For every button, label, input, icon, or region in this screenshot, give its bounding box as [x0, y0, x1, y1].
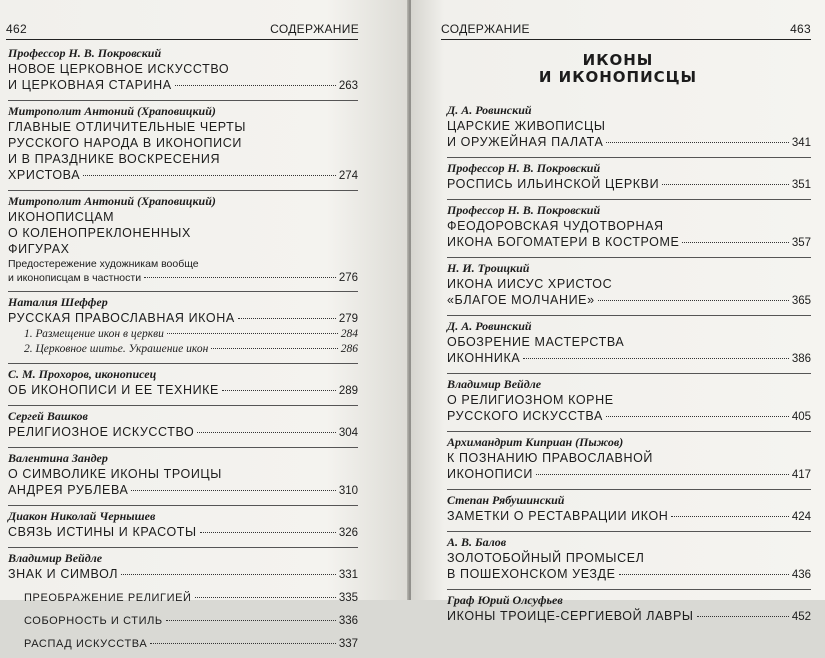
entry-title-line	[8, 524, 358, 541]
entry-page-number: 276	[338, 272, 358, 284]
entry-title-text: РАСПАД ИСКУССТВА	[24, 638, 148, 650]
entry-page-number: 357	[791, 237, 811, 249]
dot-leader	[606, 416, 789, 417]
entry-title-line	[8, 482, 358, 499]
toc-entry	[447, 161, 811, 193]
entry-author: Профессор Н. В. Покровский	[8, 46, 162, 60]
toc-entry	[8, 194, 358, 285]
dot-leader	[144, 277, 336, 278]
entry-author: А. В. Балов	[447, 535, 507, 549]
dot-leader	[238, 318, 336, 319]
dot-leader	[606, 142, 788, 143]
entry-page-number: 351	[791, 179, 811, 191]
entry-page-number: 274	[338, 170, 358, 182]
entry-title-text: ЗНАК И СИМВОЛ	[8, 567, 119, 581]
entry-title-line	[8, 566, 358, 583]
entry-separator	[8, 291, 358, 292]
entry-title-line	[447, 608, 811, 625]
entry-title-line	[8, 424, 358, 441]
entry-page-number: 365	[791, 295, 811, 307]
entry-title-text: ОБ ИКОНОПИСИ И ЕЕ ТЕХНИКЕ	[8, 383, 219, 397]
entry-title-line: К ПОЗНАНИЮ ПРАВОСЛАВНОЙ	[447, 451, 653, 465]
entry-title-line: ФИГУРАХ	[8, 242, 70, 256]
toc-entry	[447, 261, 811, 309]
entry-title-text: РУССКОГО ИСКУССТВА	[447, 409, 603, 423]
entry-page-number: 386	[791, 353, 811, 365]
entry-page-number: 289	[338, 385, 358, 397]
entry-author: Профессор Н. В. Покровский	[447, 161, 601, 175]
dot-leader	[121, 574, 336, 575]
entry-page-number: 452	[791, 611, 811, 623]
toc-entry	[447, 319, 811, 367]
entry-title-line: О СИМВОЛИКЕ ИКОНЫ ТРОИЦЫ	[8, 467, 222, 481]
dot-leader	[697, 616, 789, 617]
dot-leader	[83, 175, 336, 176]
dot-leader	[222, 390, 336, 391]
toc-entry	[447, 377, 811, 425]
dot-leader	[523, 358, 789, 359]
entry-title-line	[447, 234, 811, 251]
toc-entry	[447, 203, 811, 251]
toc-entry	[8, 367, 358, 399]
entry-title-line: ЦАРСКИЕ ЖИВОПИСЦЫ	[447, 119, 606, 133]
entry-page-number: 304	[338, 427, 358, 439]
right-header-rule	[441, 39, 811, 40]
right-page-number: 463	[790, 22, 811, 36]
entry-title-line: ГЛАВНЫЕ ОТЛИЧИТЕЛЬНЫЕ ЧЕРТЫ	[8, 120, 247, 134]
entry-title-text: РУССКАЯ ПРАВОСЛАВНАЯ ИКОНА	[8, 311, 235, 325]
dot-leader	[200, 532, 336, 533]
entry-title-line	[447, 134, 811, 151]
entry-separator	[8, 505, 358, 506]
entry-separator	[447, 431, 811, 432]
entry-subitem	[8, 327, 358, 342]
entry-title-line: ЗОЛОТОБОЙНЫЙ ПРОМЫСЕЛ	[447, 551, 645, 565]
entry-title-line	[447, 176, 811, 193]
right-running-head: СОДЕРЖАНИЕ	[441, 22, 530, 36]
entry-author: Д. А. Ровинский	[447, 103, 532, 117]
entry-author: Граф Юрий Олсуфьев	[447, 593, 563, 607]
right-toc	[447, 103, 811, 631]
entry-separator	[447, 157, 811, 158]
entry-title-line	[447, 466, 811, 483]
entry-title-text: 1. Размещение икон в церкви	[24, 328, 164, 340]
entry-page-number: 341	[791, 137, 811, 149]
dot-leader	[197, 432, 335, 433]
entry-title-text: ИКОНОПИСИ	[447, 467, 533, 481]
entry-page-number: 336	[338, 615, 358, 627]
entry-separator	[447, 489, 811, 490]
entry-separator	[447, 199, 811, 200]
entry-author: С. М. Прохоров, иконописец	[8, 367, 157, 381]
dot-leader	[195, 597, 336, 598]
entry-title-line: О КОЛЕНОПРЕКЛОНЕННЫХ	[8, 226, 191, 240]
entry-title-text: «БЛАГОЕ МОЛЧАНИЕ»	[447, 293, 595, 307]
entry-page-number: 279	[338, 313, 358, 325]
dot-leader	[131, 490, 335, 491]
entry-title-text: РЕЛИГИОЗНОЕ ИСКУССТВО	[8, 425, 195, 439]
entry-separator	[8, 547, 358, 548]
dot-leader	[166, 620, 336, 621]
entry-title-text: СОБОРНОСТЬ И СТИЛЬ	[24, 615, 163, 627]
entry-author: Валентина Зандер	[8, 451, 108, 465]
entry-page-number: 331	[338, 569, 358, 581]
entry-subitem	[8, 342, 358, 357]
entry-title-line: ФЕОДОРОВСКАЯ ЧУДОТВОРНАЯ	[447, 219, 664, 233]
dot-leader	[671, 516, 788, 517]
left-page	[0, 0, 409, 650]
toc-entry	[8, 295, 358, 357]
entry-page-number: 337	[338, 638, 358, 650]
dot-leader	[619, 574, 789, 575]
entry-page-number: 326	[338, 527, 358, 539]
entry-title-line	[8, 77, 358, 94]
entry-page-number: 286	[340, 343, 358, 355]
entry-author: Диакон Николай Чернышев	[8, 509, 156, 523]
entry-title-line: ИКОНА ИИСУС ХРИСТОС	[447, 277, 613, 291]
entry-title-text: ИКОНЫ ТРОИЦЕ-СЕРГИЕВОЙ ЛАВРЫ	[447, 609, 694, 623]
entry-title-line: И В ПРАЗДНИКЕ ВОСКРЕСЕНИЯ	[8, 152, 221, 166]
toc-entry	[447, 493, 811, 525]
right-page	[411, 0, 825, 623]
entry-separator	[447, 589, 811, 590]
entry-author: Н. И. Троицкий	[447, 261, 530, 275]
entry-title-line	[8, 382, 358, 399]
entry-title-line	[447, 408, 811, 425]
entry-separator	[8, 363, 358, 364]
left-page-number: 462	[6, 22, 27, 36]
toc-entry	[447, 593, 811, 625]
dot-leader	[175, 85, 336, 86]
entry-separator	[447, 257, 811, 258]
entry-separator	[8, 405, 358, 406]
entry-title-text: ИКОННИКА	[447, 351, 521, 365]
entry-separator	[8, 190, 358, 191]
entry-page-number: 284	[340, 328, 358, 340]
entry-title-text: СВЯЗЬ ИСТИНЫ И КРАСОТЫ	[8, 525, 197, 539]
section-title	[411, 52, 825, 86]
entry-title-text: ИКОНА БОГОМАТЕРИ В КОСТРОМЕ	[447, 235, 680, 249]
entry-author: Степан Рябушинский	[447, 493, 565, 507]
dot-leader	[662, 184, 789, 185]
entry-subitem	[8, 613, 358, 629]
entry-author: Сергей Вашков	[8, 409, 88, 423]
entry-subtitle-line	[8, 271, 358, 285]
toc-entry	[447, 535, 811, 583]
entry-author: Архимандрит Киприан (Пыжов)	[447, 435, 624, 449]
entry-title-text: АНДРЕЯ РУБЛЕВА	[8, 483, 129, 497]
section-title-line-2: И ИКОНОПИСЦЫ	[538, 68, 698, 86]
entry-title-line	[8, 167, 358, 184]
toc-entry	[8, 551, 358, 652]
entry-page-number: 310	[338, 485, 358, 497]
entry-separator	[447, 531, 811, 532]
entry-title-line: НОВОЕ ЦЕРКОВНОЕ ИСКУССТВО	[8, 62, 230, 76]
toc-entry	[8, 409, 358, 441]
entry-separator	[8, 447, 358, 448]
dot-leader	[211, 348, 337, 349]
entry-title-line: ИКОНОПИСЦАМ	[8, 210, 115, 224]
entry-page-number: 335	[338, 592, 358, 604]
entry-page-number: 263	[338, 80, 358, 92]
entry-author: Профессор Н. В. Покровский	[447, 203, 601, 217]
left-running-head: СОДЕРЖАНИЕ	[270, 22, 359, 36]
entry-title-text: И ОРУЖЕЙНАЯ ПАЛАТА	[447, 135, 604, 149]
entry-separator	[447, 315, 811, 316]
entry-author: Д. А. Ровинский	[447, 319, 532, 333]
entry-separator	[447, 373, 811, 374]
left-toc	[8, 46, 358, 658]
entry-title-line	[8, 310, 358, 327]
toc-entry	[8, 509, 358, 541]
entry-title-line	[447, 350, 811, 367]
left-header-rule	[6, 39, 358, 40]
toc-entry	[8, 46, 358, 94]
entry-page-number: 417	[791, 469, 811, 481]
entry-page-number: 424	[791, 511, 811, 523]
entry-title-text: И ЦЕРКОВНАЯ СТАРИНА	[8, 78, 172, 92]
section-title-line-1: ИКОНЫ	[582, 51, 654, 69]
entry-title-line: О РЕЛИГИОЗНОМ КОРНЕ	[447, 393, 614, 407]
entry-page-number: 436	[791, 569, 811, 581]
entry-title-line: ОБОЗРЕНИЕ МАСТЕРСТВА	[447, 335, 625, 349]
entry-title-text: и иконописцам в частности	[8, 272, 142, 284]
entry-title-text: РОСПИСЬ ИЛЬИНСКОЙ ЦЕРКВИ	[447, 177, 660, 191]
toc-entry	[447, 435, 811, 483]
entry-title-text: В ПОШЕХОНСКОМ УЕЗДЕ	[447, 567, 616, 581]
entry-subitem	[8, 590, 358, 606]
entry-title-text: 2. Церковное шитье. Украшение икон	[24, 343, 209, 355]
entry-author: Владимир Вейдле	[8, 551, 103, 565]
toc-entry	[8, 104, 358, 184]
entry-title-line: РУССКОГО НАРОДА В ИКОНОПИСИ	[8, 136, 242, 150]
entry-title-text: ХРИСТОВА	[8, 168, 81, 182]
entry-separator	[8, 100, 358, 101]
entry-author: Владимир Вейдле	[447, 377, 542, 391]
toc-entry	[447, 103, 811, 151]
entry-subitem	[8, 636, 358, 652]
entry-author: Митрополит Антоний (Храповицкий)	[8, 104, 216, 118]
entry-title-text: ЗАМЕТКИ О РЕСТАВРАЦИИ ИКОН	[447, 509, 669, 523]
dot-leader	[682, 242, 788, 243]
entry-subtitle-line: Предостережение художникам вообще	[8, 258, 199, 270]
entry-title-line	[447, 292, 811, 309]
entry-title-line	[447, 566, 811, 583]
toc-entry	[8, 451, 358, 499]
dot-leader	[150, 643, 336, 644]
dot-leader	[598, 300, 789, 301]
dot-leader	[536, 474, 789, 475]
entry-author: Митрополит Антоний (Храповицкий)	[8, 194, 216, 208]
entry-title-text: ПРЕОБРАЖЕНИЕ РЕЛИГИЕЙ	[24, 592, 192, 604]
dot-leader	[167, 333, 338, 334]
entry-page-number: 405	[791, 411, 811, 423]
entry-author: Наталия Шеффер	[8, 295, 108, 309]
entry-title-line	[447, 508, 811, 525]
